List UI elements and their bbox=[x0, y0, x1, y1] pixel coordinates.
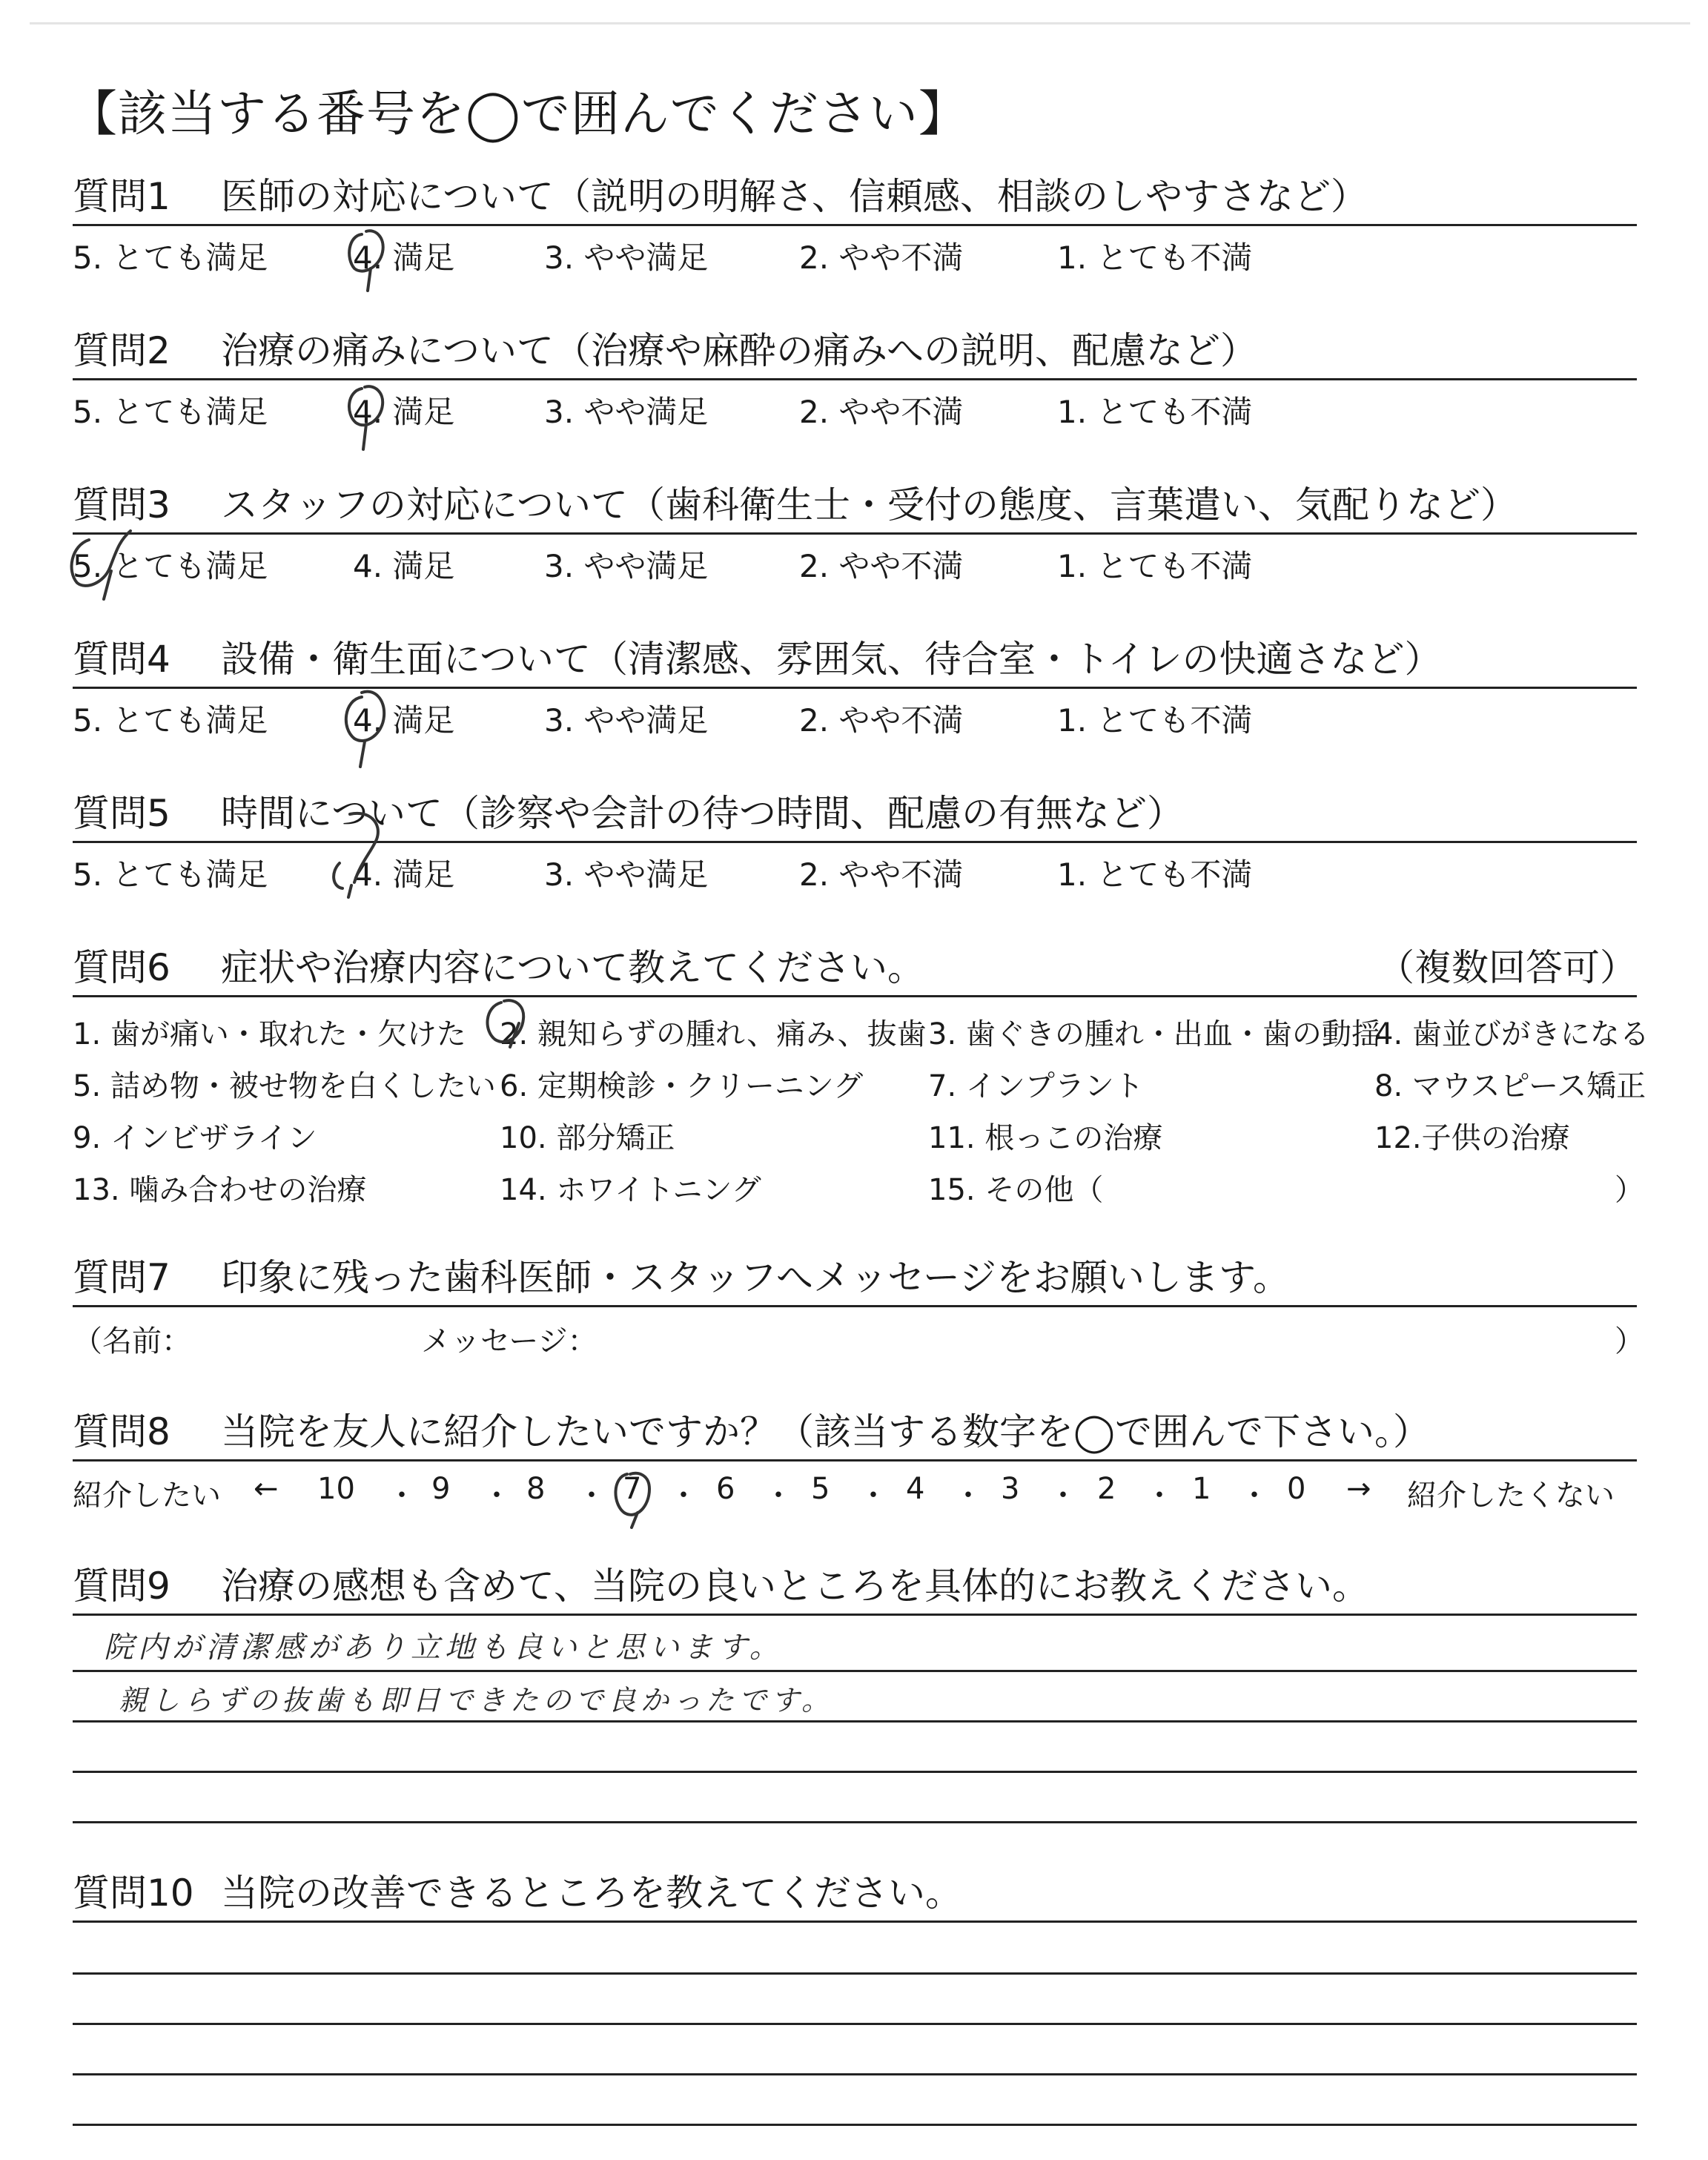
question-4 bbox=[73, 633, 1637, 739]
message-field-label: メッセージ： bbox=[421, 1324, 598, 1358]
question-text: 医師の対応について（説明の明解さ、信頼感、相談のしやすさなど） bbox=[221, 175, 1368, 218]
satisfaction-options bbox=[73, 843, 1637, 893]
question-label: 質問1 bbox=[73, 175, 171, 218]
question-5 bbox=[73, 787, 1637, 893]
question-label: 質問4 bbox=[73, 638, 171, 681]
scale-3[interactable]: 3 bbox=[1001, 1472, 1020, 1506]
option-1[interactable]: 1. とても不満 bbox=[1057, 240, 1253, 276]
answer-line bbox=[73, 2023, 1637, 2025]
option-3[interactable]: 3. やや満足 bbox=[544, 240, 709, 276]
scale-7[interactable]: 7 bbox=[623, 1472, 642, 1506]
instruction-header: 【該当する番号を◯で囲んでください】 bbox=[68, 85, 968, 142]
symptom-option[interactable]: 6. 定期検診・クリーニング bbox=[500, 1069, 864, 1103]
option-4[interactable]: 4. 満足 bbox=[353, 702, 455, 739]
question-label: 質問2 bbox=[73, 329, 171, 372]
scale-dot: ・ bbox=[669, 1479, 698, 1513]
symptom-option[interactable]: 2. 親知らずの腫れ、痛み、抜歯 bbox=[500, 1017, 927, 1051]
symptom-option[interactable]: 8. マウスピース矯正 bbox=[1374, 1069, 1646, 1103]
question-1 bbox=[73, 171, 1637, 276]
option-2[interactable]: 2. やや不満 bbox=[799, 548, 964, 584]
scale-5[interactable]: 5 bbox=[811, 1472, 830, 1506]
answer-line bbox=[73, 1771, 1637, 1773]
question-text: 当院を友人に紹介したいですか？（該当する数字を◯で囲んで下さい。） bbox=[221, 1410, 1430, 1453]
question-text: 当院の改善できるところを教えてください。 bbox=[221, 1872, 962, 1915]
question-text: 時間について（診察や会計の待つ時間、配慮の有無など） bbox=[221, 792, 1184, 835]
option-3[interactable]: 3. やや満足 bbox=[544, 856, 709, 893]
option-2[interactable]: 2. やや不満 bbox=[799, 702, 964, 739]
question-label: 質問7 bbox=[73, 1256, 171, 1299]
satisfaction-options bbox=[73, 689, 1637, 739]
symptom-option[interactable]: 10. 部分矯正 bbox=[500, 1121, 675, 1155]
scale-dot: ・ bbox=[1239, 1479, 1269, 1513]
question-6 bbox=[73, 942, 1649, 1207]
question-7 bbox=[73, 1252, 1644, 1359]
option-1[interactable]: 1. とても不満 bbox=[1057, 856, 1253, 893]
option-5[interactable]: 5. とても満足 bbox=[73, 702, 268, 739]
satisfaction-options bbox=[73, 380, 1637, 430]
top-border bbox=[30, 22, 1690, 24]
symptom-option[interactable]: 4. 歯並びがきになる bbox=[1374, 1017, 1649, 1051]
option-2[interactable]: 2. やや不満 bbox=[799, 394, 964, 430]
option-4[interactable]: 4. 満足 bbox=[353, 240, 455, 276]
not-recommend-label: 紹介したくない bbox=[1407, 1479, 1615, 1513]
question-label: 質問8 bbox=[73, 1410, 171, 1453]
other-close-paren: ） bbox=[1615, 1173, 1644, 1207]
scale-dot: ・ bbox=[482, 1479, 512, 1513]
option-1[interactable]: 1. とても不満 bbox=[1057, 394, 1253, 430]
answer-line bbox=[73, 2124, 1637, 2126]
scale-dot: ・ bbox=[1048, 1479, 1078, 1513]
symptom-option[interactable]: 13. 噛み合わせの治療 bbox=[73, 1173, 367, 1207]
scale-10[interactable]: 10 bbox=[317, 1472, 355, 1506]
left-arrow: ← bbox=[254, 1472, 279, 1506]
option-4[interactable]: 4. 満足 bbox=[353, 856, 455, 893]
question-text: 治療の感想も含めて、当院の良いところを具体的にお教えください。 bbox=[221, 1565, 1369, 1608]
option-2[interactable]: 2. やや不満 bbox=[799, 856, 964, 893]
scale-dot: ・ bbox=[858, 1479, 888, 1513]
recommend-scale bbox=[73, 1462, 1637, 1513]
option-3[interactable]: 3. やや満足 bbox=[544, 394, 709, 430]
symptom-option[interactable]: 1. 歯が痛い・取れた・欠けた bbox=[73, 1017, 466, 1051]
symptom-option[interactable]: 11. 根っこの治療 bbox=[928, 1121, 1163, 1155]
option-1[interactable]: 1. とても不満 bbox=[1057, 702, 1253, 739]
option-5[interactable]: 5. とても満足 bbox=[73, 548, 268, 584]
multiple-answer-note: （複数回答可） bbox=[1377, 946, 1637, 989]
symptom-option[interactable]: 5. 詰め物・被せ物を白くしたい bbox=[73, 1069, 496, 1103]
option-3[interactable]: 3. やや満足 bbox=[544, 548, 709, 584]
recommend-label: 紹介したい bbox=[73, 1479, 221, 1513]
symptom-option[interactable]: 12.子供の治療 bbox=[1374, 1121, 1570, 1155]
message-close-paren: ） bbox=[1615, 1324, 1644, 1358]
question-label: 質問10 bbox=[73, 1872, 194, 1915]
handwritten-answer-line-1: 院内が清潔感があり立地も良いと思います。 bbox=[104, 1631, 784, 1665]
handwritten-answer-line-2: 親しらずの抜歯も即日できたので良かったです。 bbox=[119, 1684, 834, 1717]
satisfaction-options bbox=[73, 226, 1637, 276]
divider bbox=[73, 1614, 1637, 1616]
symptom-option[interactable]: 9. インビザライン bbox=[73, 1121, 317, 1155]
question-8 bbox=[73, 1406, 1637, 1513]
answer-line bbox=[73, 1972, 1637, 1975]
scale-0[interactable]: 0 bbox=[1287, 1472, 1306, 1506]
divider bbox=[73, 1920, 1637, 1923]
scale-dot: ・ bbox=[387, 1479, 417, 1513]
scale-dot: ・ bbox=[953, 1479, 983, 1513]
scale-4[interactable]: 4 bbox=[906, 1472, 925, 1506]
option-5[interactable]: 5. とても満足 bbox=[73, 394, 268, 430]
right-arrow: → bbox=[1346, 1472, 1371, 1506]
question-label: 質問9 bbox=[73, 1565, 171, 1608]
symptom-options bbox=[73, 997, 1649, 1207]
satisfaction-options bbox=[73, 535, 1637, 584]
question-text: 印象に残った歯科医師・スタッフへメッセージをお願いします。 bbox=[221, 1256, 1290, 1299]
question-label: 質問6 bbox=[73, 946, 171, 989]
scale-1[interactable]: 1 bbox=[1192, 1472, 1211, 1506]
question-label: 質問3 bbox=[73, 483, 171, 526]
question-10 bbox=[73, 1867, 1637, 1923]
name-field-label: （名前： bbox=[73, 1324, 191, 1358]
option-4[interactable]: 4. 満足 bbox=[353, 394, 455, 430]
option-2[interactable]: 2. やや不満 bbox=[799, 240, 964, 276]
option-3[interactable]: 3. やや満足 bbox=[544, 702, 709, 739]
option-5[interactable]: 5. とても満足 bbox=[73, 240, 268, 276]
symptom-option[interactable]: 14. ホワイトニング bbox=[500, 1173, 761, 1207]
question-text: 症状や治療内容について教えてください。 bbox=[221, 946, 924, 989]
question-text: 設備・衛生面について（清潔感、雰囲気、待合室・トイレの快適さなど） bbox=[221, 638, 1442, 681]
answer-line bbox=[73, 1720, 1637, 1723]
scale-9[interactable]: 9 bbox=[431, 1472, 451, 1506]
option-4[interactable]: 4. 満足 bbox=[353, 548, 455, 584]
question-label: 質問5 bbox=[73, 792, 171, 835]
question-9 bbox=[73, 1560, 1637, 1616]
answer-line bbox=[73, 2073, 1637, 2075]
option-5[interactable]: 5. とても満足 bbox=[73, 856, 268, 893]
option-1[interactable]: 1. とても不満 bbox=[1057, 548, 1253, 584]
question-text: スタッフの対応について（歯科衛生士・受付の態度、言葉遣い、気配りなど） bbox=[221, 483, 1517, 526]
scale-dot: ・ bbox=[1145, 1479, 1174, 1513]
message-row bbox=[73, 1307, 1644, 1359]
scale-dot: ・ bbox=[764, 1479, 793, 1513]
question-text: 治療の痛みについて（治療や麻酔の痛みへの説明、配慮など） bbox=[221, 329, 1257, 372]
symptom-option[interactable]: 3. 歯ぐきの腫れ・出血・歯の動揺 bbox=[928, 1017, 1381, 1051]
symptom-option[interactable]: 7. インプラント bbox=[928, 1069, 1144, 1103]
question-3 bbox=[73, 479, 1637, 584]
symptom-option-other[interactable]: 15. その他（ bbox=[928, 1173, 1104, 1207]
question-2 bbox=[73, 325, 1637, 430]
scale-6[interactable]: 6 bbox=[716, 1472, 735, 1506]
answer-line bbox=[73, 1821, 1637, 1823]
scale-8[interactable]: 8 bbox=[526, 1472, 546, 1506]
scale-2[interactable]: 2 bbox=[1097, 1472, 1116, 1506]
answer-line bbox=[73, 1670, 1637, 1672]
scale-dot: ・ bbox=[577, 1479, 606, 1513]
